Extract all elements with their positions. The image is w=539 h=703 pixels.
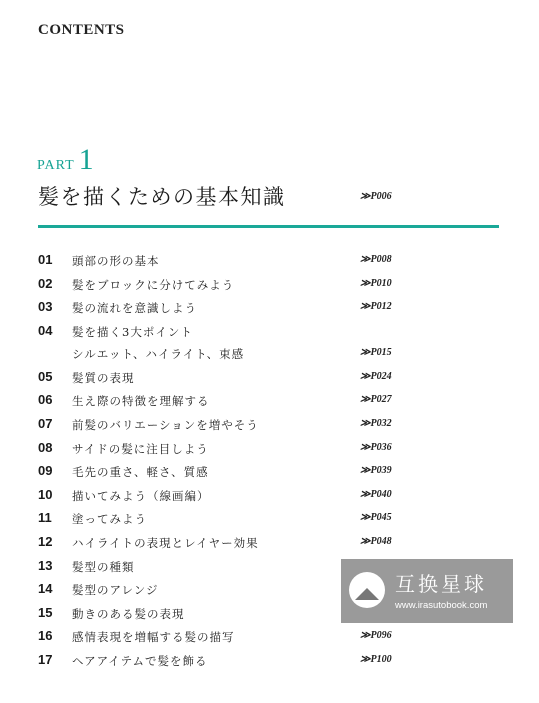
- toc-item-title: 髪型のアレンジ: [72, 583, 159, 598]
- toc-item-page: ≫P096: [360, 630, 392, 642]
- toc-item-page: ≫P040: [360, 488, 392, 500]
- toc-item-number: 01: [38, 252, 53, 267]
- toc-item[interactable]: [38, 530, 438, 554]
- toc-item-title: 髪を描く3大ポイント: [72, 324, 193, 339]
- toc-item[interactable]: [38, 506, 438, 530]
- toc-item-number: 12: [38, 533, 53, 549]
- toc-item-title: 髪質の表現: [72, 370, 135, 385]
- toc-item-title: 毛先の重さ、軽さ、質感: [72, 465, 209, 480]
- toc-item-number: 10: [38, 486, 53, 502]
- toc-item-page: ≫P032: [360, 417, 392, 429]
- toc-item-page: ≫P027: [360, 394, 392, 406]
- toc-item-number: 15: [38, 604, 53, 620]
- section-divider: [38, 225, 499, 228]
- toc-item-number: 16: [38, 628, 53, 644]
- toc-item-number: 05: [38, 368, 53, 384]
- toc-item[interactable]: [38, 319, 438, 365]
- toc-item[interactable]: [38, 412, 438, 436]
- toc-item[interactable]: [38, 648, 438, 672]
- part-title: 髪を描くための基本知識: [38, 185, 286, 209]
- toc-item-page: ≫P015: [360, 346, 392, 358]
- toc-item-page: ≫P039: [360, 465, 392, 477]
- toc-item[interactable]: [38, 483, 438, 507]
- toc-item-number: 02: [38, 275, 53, 291]
- toc-item-title: 髪型の種類: [72, 559, 135, 574]
- toc-item[interactable]: [38, 388, 438, 412]
- contents-heading: CONTENTS: [38, 22, 125, 38]
- toc-item-page: ≫P024: [360, 370, 392, 382]
- watermark-logo-icon: [349, 572, 385, 608]
- toc-item-title: ヘアアイテムで髪を飾る: [72, 653, 208, 668]
- toc-item-page: ≫P100: [360, 653, 392, 665]
- watermark: [341, 559, 513, 623]
- toc-item-number: 06: [38, 392, 53, 408]
- toc-item-page: ≫P008: [360, 254, 392, 265]
- toc-item[interactable]: [38, 436, 438, 460]
- part-label: [37, 143, 94, 177]
- toc-item-number: 03: [38, 299, 53, 315]
- toc-item-number: 07: [38, 415, 53, 431]
- toc-item-number: 09: [38, 463, 53, 479]
- toc-item[interactable]: [38, 272, 438, 296]
- toc-item-page: ≫P012: [360, 301, 392, 313]
- toc-item-number: 14: [38, 581, 53, 597]
- toc-item-title: 描いてみよう（線画編）: [72, 488, 210, 503]
- toc-item-number: 17: [38, 651, 53, 667]
- toc-item[interactable]: [38, 248, 438, 272]
- toc-item-title: 感情表現を増幅する髪の描写: [72, 630, 235, 645]
- part-page-ref[interactable]: ≫P006: [360, 191, 392, 202]
- toc-item-subtitle: シルエット、ハイライト、束感: [72, 346, 245, 361]
- toc-item-title: 髪の流れを意識しよう: [72, 301, 197, 316]
- toc-item-number: 11: [38, 510, 52, 526]
- toc-item-title: 髪をブロックに分けてみよう: [72, 277, 235, 292]
- toc-item[interactable]: [38, 624, 438, 648]
- toc-item[interactable]: [38, 365, 438, 389]
- toc-item-title: 塗ってみよう: [72, 512, 147, 527]
- toc-item-title: ハイライトの表現とレイヤー効果: [72, 535, 259, 550]
- toc-item[interactable]: [38, 459, 438, 483]
- toc-item[interactable]: [38, 295, 438, 319]
- toc-item-title: 動きのある髪の表現: [72, 606, 185, 621]
- watermark-text: 互换星球: [395, 572, 487, 596]
- part-number: 1: [78, 143, 94, 176]
- toc-item-title: 頭部の形の基本: [72, 254, 160, 268]
- toc-item-number: 04: [38, 322, 53, 338]
- watermark-url: www.irasutobook.com: [395, 600, 488, 611]
- toc-item-page: ≫P010: [360, 277, 392, 289]
- toc-item-title: 前髪のバリエーションを増やそう: [72, 417, 259, 432]
- part-word: PART: [37, 158, 75, 173]
- toc-item-title: 生え際の特徴を理解する: [72, 394, 210, 409]
- toc-item-number: 13: [38, 557, 53, 573]
- toc-item-number: 08: [38, 439, 53, 455]
- toc-item-title: サイドの髪に注目しよう: [72, 441, 209, 456]
- toc-item-page: ≫P045: [360, 512, 392, 524]
- toc-item-page: ≫P036: [360, 441, 392, 453]
- toc-item-page: ≫P048: [360, 535, 392, 547]
